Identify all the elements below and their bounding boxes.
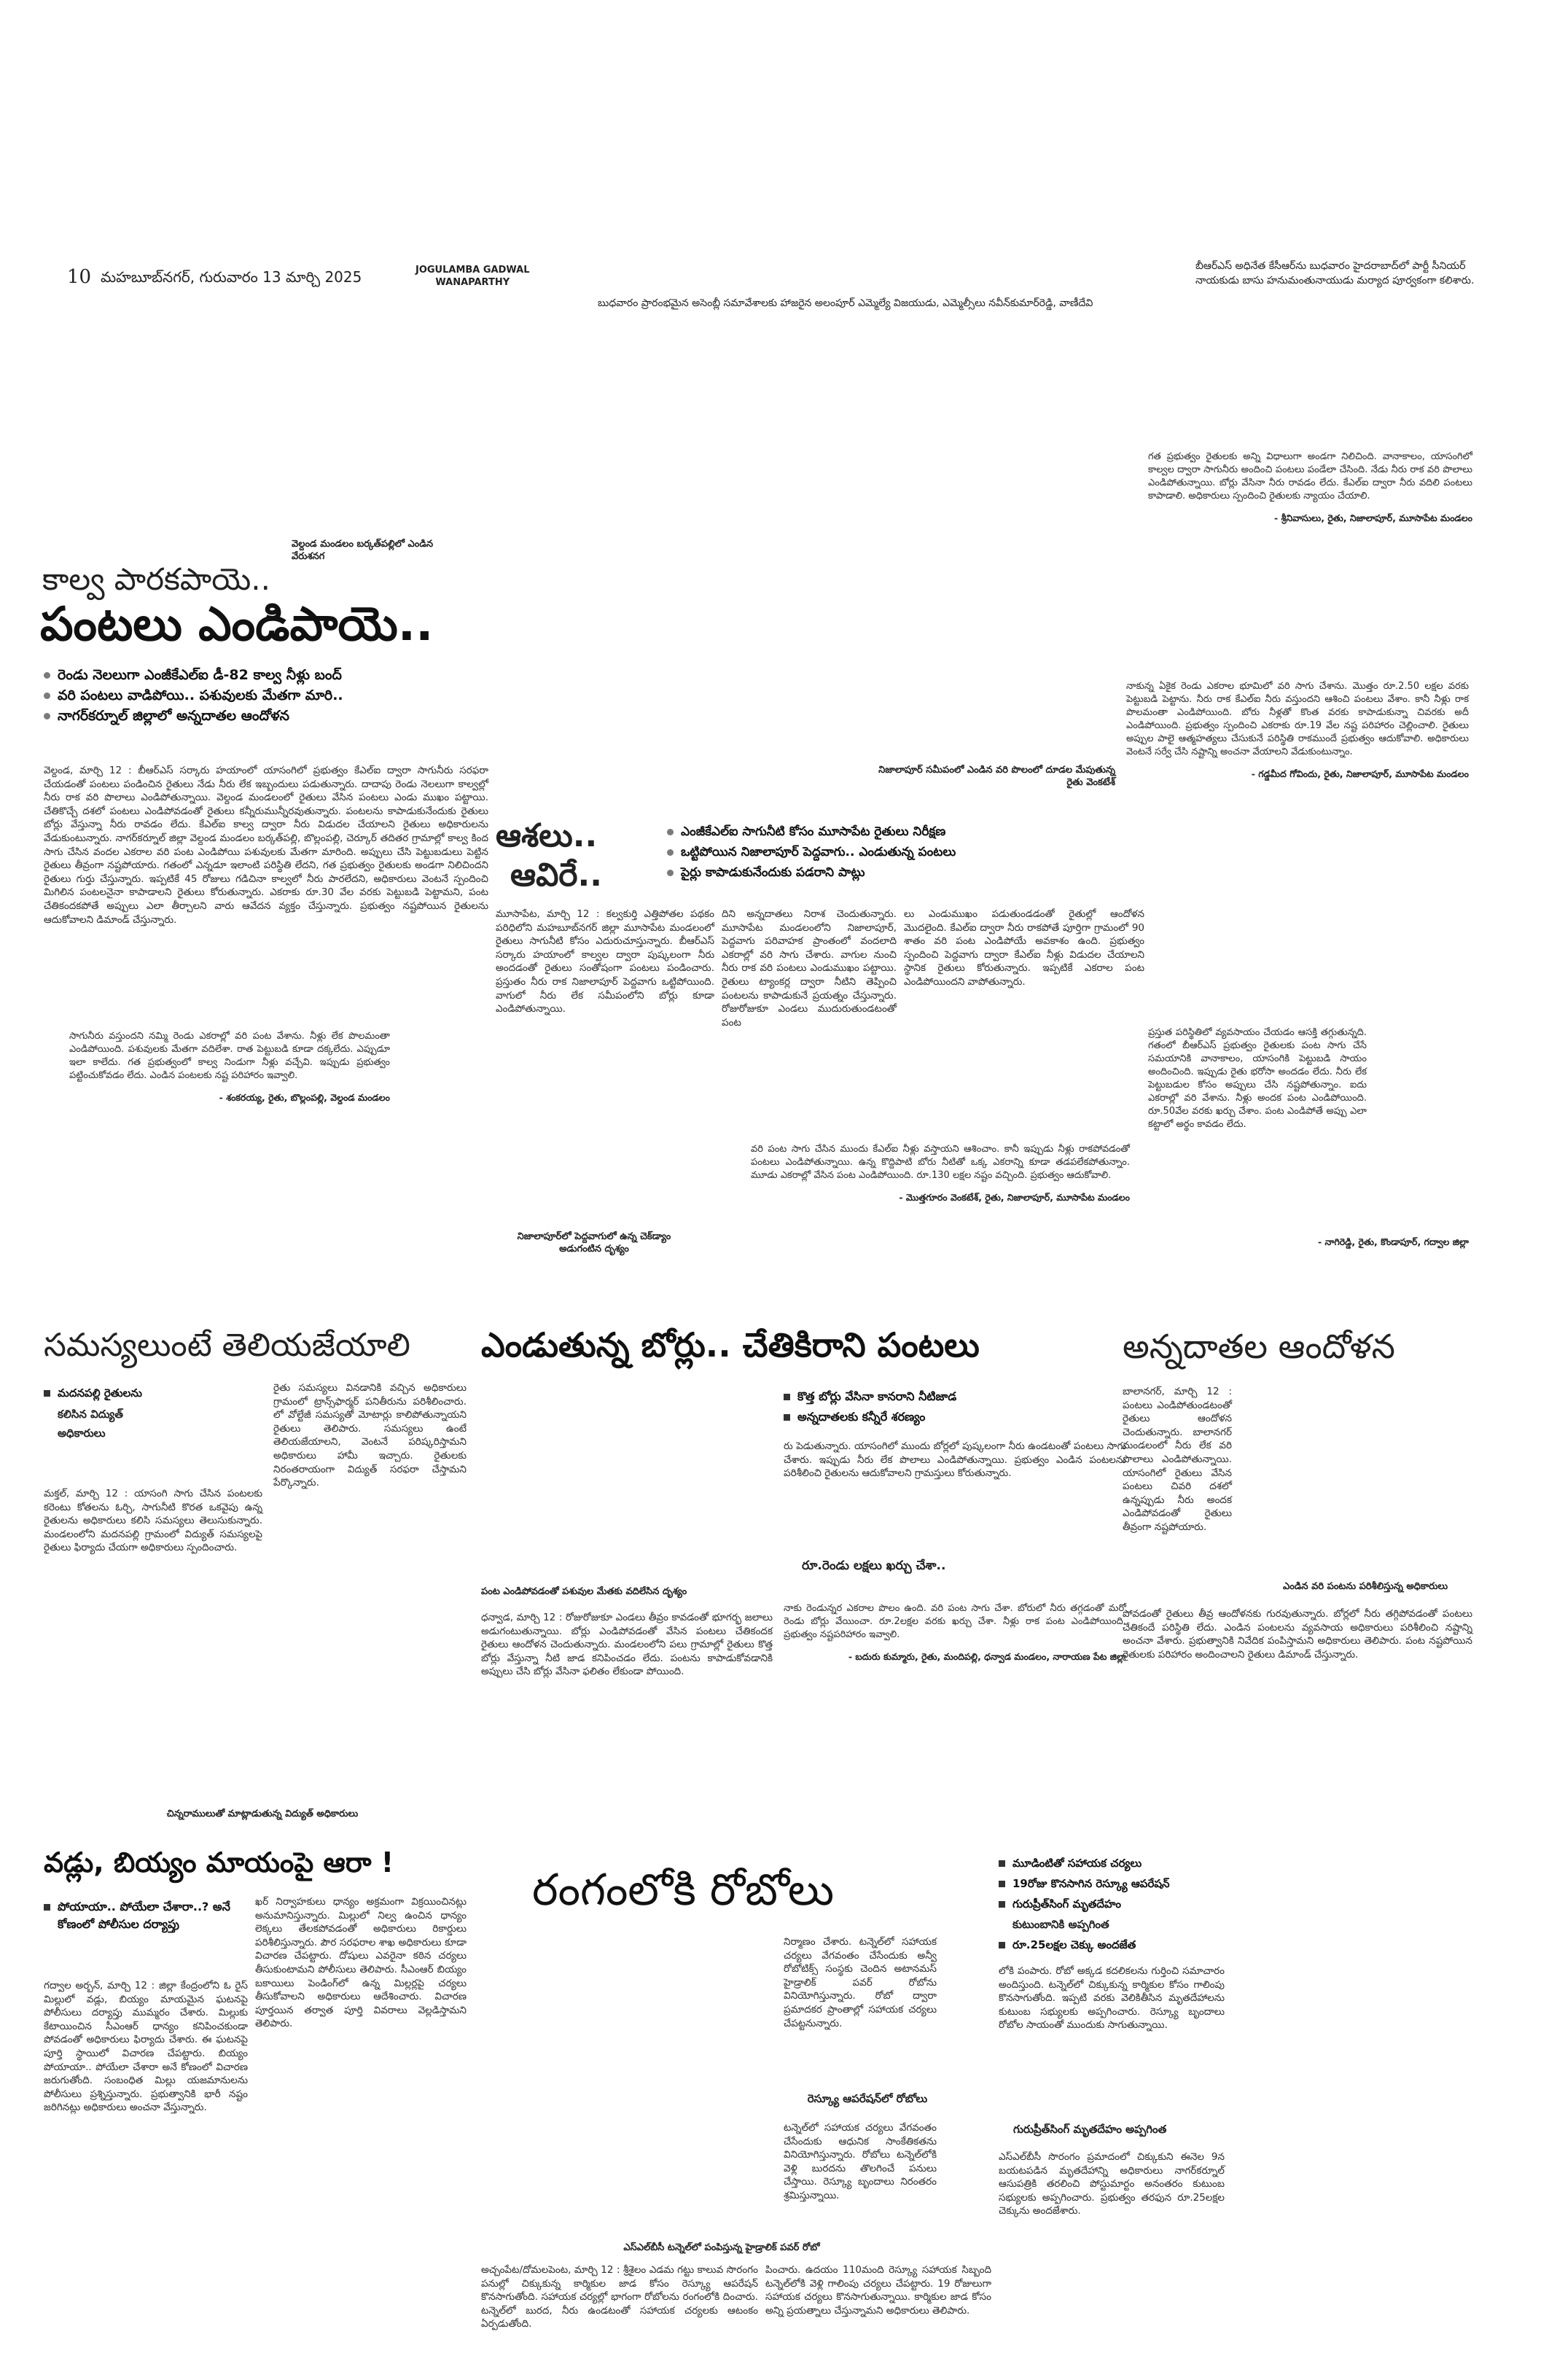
gurpreet-col2: ఎస్‌ఎల్‌బీసీ సొరంగం ప్రమాదంలో చిక్కుకుని ఈనెల 9న బయటపడిన మృతదేహాన్ని అధికారులు నాగర్‌కర్నూల్ ఆసుపత్రికి తరలించి పోస్టుమార్టం అనంతరం కుటుంబ సభ్యులకు అప్పగించారు. ప్రభుత్వం తరఫున రూ.25లక్షల చెక్కును అందజేశారు. xyxy=(999,2151,1225,2217)
power-col2: రైతు సమస్యలు వినడానికి వచ్చిన అధికారులు గ్రామంలో ట్రాన్స్‌ఫార్మర్ పనితీరును పరిశీలించారు. లో వోల్టేజీ సమస్యతో మోటార్లు కాలిపోతున్నాయని రైతులు తెలిపారు. సమస్యలు ఉంటే తెలియజేయాలని, వెంటనే పరిష్కరిస్తామని అధికారులు హామీ ఇచ్చారు. రైతులకు నిరంతరాయంగా విద్యుత్ సరఫరా చేస్తామని పేర్కొన్నారు. xyxy=(273,1382,467,1489)
robot-headline: రంగంలోకి రోబోలు xyxy=(532,1865,835,1916)
center-bullet: ఎంజీకేఎల్‌ఐ సాగునీటి కోసం మూసాపేట రైతులు నిరీక్షణ xyxy=(667,823,1119,840)
borewell-col2: రు పెడుతున్నారు. యాసంగిలో ముందు బోర్లలో పుష్కలంగా నీరు ఉండటంతో పంటలు సాగు చేశారు. ఇప్పుడు నీరు లేక పొలాలు ఎండిపోతున్నాయి. ప్రభుత్వం ఎండిన పంటలను పరిశీలించి రైతులను ఆదుకోవాలని గ్రామస్తులు కోరుతున్నారు. xyxy=(784,1440,1126,1480)
header-right-caption: బీఆర్‌ఎస్ అధినేత కేసీఆర్‌ను బుధవారం హైదరాబాద్‌లో పార్టీ సీనియర్ నాయకుడు బాసు హనుమంతునాయుడు మర్యాద పూర్వకంగా కలిశారు. xyxy=(1195,260,1475,286)
quote-top-right xyxy=(1148,441,1472,526)
gurpreet-bullet: 19రోజు కొనసాగిన రెస్క్యూ ఆపరేషన్ xyxy=(999,1875,1217,1892)
gurpreet-bullets: మూడింటితో సహాయక చర్యలు 19రోజు కొనసాగిన రెస్క్యూ ఆపరేషన్ గురుప్రీత్‌సింగ్ మృతదేహం కుటుంబానికి అప్పగింత రూ.25లక్షల చెక్కు అందజేత xyxy=(999,1852,1217,1956)
quote-text: వరి పంట సాగు చేసిన ముందు కేఎల్‌ఐ నీళ్లు వస్తాయని ఆశించాం. కానీ ఇప్పుడు నీళ్లు రాకపోవడంతో పంటలు ఎండిపోతున్నాయి. ఉన్న కొద్దిపాటి బోరు నీటితో ఒక్క ఎకరాన్ని కూడా తడపలేకపోతున్నాం. మూడు ఎకరాల్లో వేసిన పంట ఎండిపోయింది. రూ.130 లక్షల నష్టం వచ్చింది. ప్రభుత్వం ఆదుకోవాలి. xyxy=(751,1144,1130,1181)
main-headline: పంటలు ఎండిపాయె.. xyxy=(40,598,434,652)
rice-col1: గద్వాల అర్బన్, మార్చి 12 : జిల్లా కేంద్రంలోని ఓ రైస్ మిల్లులో వడ్లు, బియ్యం మాయమైన ఘటనపై పోలీసులు దర్యాప్తు ముమ్మరం చేశారు. మిల్లుకు కేటాయించిన సీఎంఆర్ ధాన్యం కనిపించకుండా పోవడంతో అధికారులు ఫిర్యాదు చేశారు. ఈ ఘటనపై పూర్తి స్థాయిలో విచారణ చేపట్టారు. బియ్యం పోయాయా.. పోయేలా చేశారా అనే కోణంలో విచారణ జరుగుతోంది. సంబంధిత మిల్లు యజమానులను పోలీసులు ప్రశ్నిస్తున్నారు. ప్రభుత్వానికి భారీ నష్టం జరిగినట్లు అధికారులు అంచనా వేస్తున్నారు. xyxy=(44,1980,248,2114)
center-photo-caption: నిజాలాపూర్ సమీపంలో ఎండిన వరి పొలంలో దూడల మేపుతున్న రైతు వెంకటేశ్ xyxy=(878,765,1115,788)
center-col3: లు ఎండుముఖం పడుతుండడంతో రైతుల్లో ఆందోళన మొదలైంది. కేఎల్‌ఐ ద్వారా నీరు రాకపోతే పూర్తిగా గ్రామంలో 90 శాతం వరి పంట ఎండిపోయే అవకాశం ఉంది. ప్రభుత్వం స్పందించి పెద్దవాగు ద్వారా కేఎల్‌ఐ నీళ్లు విడుదల చేయాలని స్థానిక రైతులు కోరుతున్నారు. ఇప్పటికే ఎకరాల పంట ఎండిపోయిందని వాపోతున్నారు. xyxy=(904,908,1144,988)
edition-label: JOGULAMBA GADWAL WANAPARTHY xyxy=(415,265,530,288)
dateline: మహబూబ్‌నగర్, గురువారం 13 మార్చి 2025 xyxy=(101,268,362,286)
farmers-col1: బాలానగర్, మార్చి 12 : పంటలు ఎండిపోతుండటంతో రైతులు ఆందోళన చెందుతున్నారు. బాలానగర్ మండలంలో నీరు లేక వరి పొలాలు ఎండిపోతున్నాయి. యాసంగిలో రైతులు వేసిన పంటలు చివరి దశలో ఉన్నప్పుడు నీరు అందక ఎండిపోవడంతో రైతులు తీవ్రంగా నష్టపోయారు. xyxy=(1123,1386,1232,1533)
quote-credit: - బదురు కుమ్మారు, రైతు, మందిపల్లి, ధన్వాడ మండలం, నారాయణ పేట జిల్లా xyxy=(848,1651,1126,1662)
robot-subhead: రెస్క్యూ ఆపరేషన్‌లో రోబోలు xyxy=(807,2092,928,2105)
rice-bullets xyxy=(44,1895,248,1936)
power-photo-caption: చిన్నరాములుతో మాట్లాడుతున్న విద్యుత్ అధికారులు xyxy=(166,1809,359,1819)
robot-col2: నిర్మాణం చేశారు. టన్నెల్‌లో సహాయక చర్యలు వేగవంతం చేసేందుకు అన్వీ రోబోటిక్స్ సంస్థకు చెందిన అటానమస్ హైడ్రాలిక్ పవర్ రోబోను వినియోగిస్తున్నారు. రోబో ద్వారా ప్రమాదకర ప్రాంతాల్లో సహాయక చర్యలు చేపట్టనున్నారు. xyxy=(784,1936,937,2029)
robot-col1: అచ్చంపేట/దోమలపెంట, మార్చి 12 : శ్రీశైలం ఎడమ గట్టు కాలువ సొరంగం పనుల్లో చిక్కుకున్న కార్మికుల జాడ కోసం రెస్క్యూ ఆపరేషన్ కొనసాగుతోంది. సహాయక చర్యల్లో భాగంగా రోబోలను రంగంలోకి దించారు. టన్నెల్‌లో బురద, నీరు ఉండటంతో సహాయక చర్యలకు ఆటంకం ఏర్పడుతోంది. xyxy=(481,2264,758,2330)
main-bullet: రెండు నెలలుగా ఎంజీకేఎల్‌ఐ డీ-82 కాల్వ నీళ్లు బంద్ xyxy=(44,666,496,684)
rice-bullet: పోయాయా.. పోయేలా చేశారా..? అనే కోణంలో పోలీసుల దర్యాప్తు xyxy=(44,1898,248,1933)
gurpreet-col: లోకి పంపారు. రోబో అక్కడ కదలికలను గుర్తించి సమాచారం అందిస్తుంది. టన్నెల్‌లో చిక్కుకున్న కార్మికుల కోసం గాలింపు కొనసాగుతోంది. ఇప్పటి వరకు వెలికితీసిన మృతదేహాలను కుటుంబ సభ్యులకు అప్పగించారు. రెస్క్యూ బృందాలు రోబోల సాయంతో ముందుకు సాగుతున్నాయి. xyxy=(999,1965,1225,2032)
quote-text: సాగునీరు వస్తుందని నమ్మి రెండు ఎకరాల్లో వరి పంట వేశాను. నీళ్లు లేక పొలమంతా ఎండిపోయింది. పశువులకు మేతగా వదిలేశా. రాత పెట్టుబడి కూడా దక్కలేదు. ఎప్పుడూ ఇలా కాలేదు. గత ప్రభుత్వంలో కాల్వ నిండుగా నీళ్లు వచ్చేవి. ఇప్పుడు ప్రభుత్వం పట్టించుకోవడం లేదు. ఎండిన పంటలకు నష్ట పరిహారం ఇవ్వాలి. xyxy=(69,1031,390,1081)
main-bullets xyxy=(44,663,496,727)
power-bullets: మదనపల్లి రైతులను కలిసిన విద్యుత్ అధికారులు xyxy=(44,1381,262,1443)
gurpreet-bullet: గురుప్రీత్‌సింగ్ మృతదేహం xyxy=(999,1895,1217,1913)
center-bullets xyxy=(667,820,1119,884)
header-photo-caption: బుధవారం ప్రారంభమైన అసెంబ్లీ సమావేశాలకు హాజరైన అలంపూర్ ఎమ్మెల్యే విజయుడు, ఎమ్మెల్సీలు నవీన్‌కుమార్‌రెడ్డి, వాణీదేవి xyxy=(598,297,1093,309)
gurpreet-bullet: రూ.25లక్షల చెక్కు అందజేత xyxy=(999,1936,1217,1954)
quote-credit: - గడ్డమీద గోవిందు, రైతు, నిజాలాపూర్, మూసాపేట మండలం xyxy=(1251,768,1469,779)
quote-lower-right xyxy=(1148,1017,1367,1141)
page-number: 10 xyxy=(67,266,92,288)
power-headline: సమస్యలుంటే తెలియజేయాలి xyxy=(44,1327,410,1364)
borewell-bullet: కొత్త బోర్లు వేసినా కానరాని నీటిజాడ xyxy=(784,1388,1126,1405)
center-bullet: పైర్లు కాపాడుకునేందుకు పడరాని పాట్లు xyxy=(667,864,1119,881)
quote-credit: - శ్రీనివాసులు, రైతు, నిజాలాపూర్, మూసాపేట మండలం xyxy=(1274,512,1472,523)
borewell-headline: ఎండుతున్న బోర్లు.. చేతికిరాని పంటలు xyxy=(481,1325,980,1365)
robot-photo-caption: ఎస్‌ఎల్‌బీసీ టన్నెల్‌లో పంపిస్తున్న హైడ్రాలిక్ పవర్ రోబో xyxy=(623,2242,820,2253)
borewell-quote xyxy=(784,1593,1126,1665)
borewell-col1: ధన్వాడ, మార్చి 12 : రోజురోజుకూ ఎండలు తీవ్రం కావడంతో భూగర్భ జలాలు అడుగంటుతున్నాయి. బోర్లు ఎండిపోవడంతో వేసిన పంటలు చేతికందక రైతులు ఆందోళన చెందుతున్నారు. మండలంలోని పలు గ్రామాల్లో రైతులు కొత్త బోర్లు వేస్తున్నా నీటి జాడ కనిపించడం లేదు. పంటను కాపాడుకోవడానికి అప్పులు చేసి బోర్లు వేసినా ఫలితం లేకుండా పోయింది. xyxy=(481,1612,773,1678)
quote-mid-right xyxy=(1126,671,1469,782)
borewell-bullet: అన్నదాతలకు కన్నీరే శరణ్యం xyxy=(784,1408,1126,1426)
center-kicker: ఆశలు.. ఆవిరే.. xyxy=(496,817,602,894)
center-quote xyxy=(751,1134,1130,1206)
center-bullet: ఒట్టిపోయిన నిజాలాపూర్ పెద్దవాగు.. ఎండుతున్న పంటలు xyxy=(667,843,1119,861)
borewell-bullets xyxy=(784,1385,1126,1429)
center-photo2-caption: నిజాలాపూర్‌లో పెద్దవాగులో ఉన్న చెక్‌డ్యాం అడుగంటిన దృశ్యం xyxy=(517,1231,671,1255)
quote-text: ప్రస్తుత పరిస్థితిలో వ్యవసాయం చేయడం ఆసక్తి తగ్గుతున్నది. గతంలో బీఆర్‌ఎస్ ప్రభుత్వం రైతులకు పంట సాగు చేసే సమయానికి వానాకాలం, యాసంగికి పెట్టుబడి సాయం అందించింది. ఇప్పుడు రైతు భరోసా అందడం లేదు. నీరు లేక పెట్టుబడుల కోసం అప్పులు చేసి నష్టపోతున్నాం. ఐదు ఎకరాల్లో వరి వేశాను. నీళ్లు అందక పంట ఎండిపోయింది. రూ.50వేల వరకు ఖర్చు చేశాం. పంట ఎండిపోతే అప్పు ఎలా కట్టాలో అర్థం కావడం లేదు. xyxy=(1148,1027,1367,1130)
quote-text: గత ప్రభుత్వం రైతులకు అన్ని విధాలుగా అండగా నిలిచింది. వానాకాలం, యాసంగిలో కాల్వల ద్వారా సాగునీరు అందించి పంటలు పండేలా చేసింది. నేడు నీరు రాక వరి పొలాలు ఎండిపోతున్నాయి. బోర్లు వేసినా నీరు రావడం లేదు. కేఎల్‌ఐ ద్వారా నీరు వదిలి పంటలు కాపాడాలి. అధికారులు స్పందించి రైతులకు న్యాయం చేయాలి. xyxy=(1148,451,1472,502)
quote-left xyxy=(69,1021,390,1106)
center-col1: మూసాపేట, మార్చి 12 : కల్వకుర్తి ఎత్తిపోతల పథకం పరిధిలోని మహబూబ్‌నగర్ జిల్లా మూసాపేట మండలంలో రైతులు సాగునీటి కోసం ఎదురుచూస్తున్నారు. బీఆర్‌ఎస్ సర్కారు హయాంలో కాల్వల ద్వారా పుష్కలంగా నీరు అందడంతో రైతులు సంతోషంగా పంటలు పండించారు. ప్రస్తుతం నీరు రాక నిజాలాపూర్ పెద్దవాగు ఒట్టిపోయింది. వాగులో నీరు లేక సమీపంలోని బోర్లు కూడా ఎండిపోతున్నాయి. xyxy=(496,908,714,1015)
quote-lower-right-credit: - నాగిరెడ్డి, రైతు, కొండాపూర్, గద్వాల జిల్లా xyxy=(1317,1236,1469,1247)
gurpreet-subhead: గురుప్రీత్‌సింగ్ మృతదేహం అప్పగింత xyxy=(1013,2123,1167,2136)
farmers-photo-caption: ఎండిన వరి పంటను పరిశీలిస్తున్న అధికారులు xyxy=(1283,1581,1448,1592)
robot-col4: పించారు. ఉదయం 110మంది రెస్క్యూ సహాయక సిబ్బంది టన్నెల్‌లోకి వెళ్లి గాలింపు చర్యలు చేపట్టారు. 19 రోజులుగా సహాయక చర్యలు కొనసాగుతున్నాయి. కార్మికుల జాడ కోసం అన్ని ప్రయత్నాలు చేస్తున్నామని అధికారులు తెలిపారు. xyxy=(765,2264,991,2317)
main-body: వెల్దండ, మార్చి 12 : బీఆర్‌ఎస్ సర్కారు హయాంలో యాసంగిలో ప్రభుత్వం కేఎల్‌ఐ ద్వారా సాగునీరు సరఫరా చేయడంతో పంటలు పండించిన రైతులు నేడు నీరు లేక ఇబ్బందులు పడుతున్నారు. దాదాపు రెండు నెలలుగా కాల్వల్లో నీరు రాక వరి పొలాలు ఎండిపోతున్నాయి. వెల్దండ మండలంలో రైతులు వేసిన పంటలు ఎండు ముఖం పట్టాయి. చేతికొచ్చే దశలో పంటలు ఎండిపోవడంతో రైతులు కన్నీరుమున్నీరవుతున్నారు. పంటలను కాపాడుకునేందుకు రైతులు బోర్లు వేస్తున్నా నీరు రావడం లేదు. కేఎల్‌ఐ కాల్వ ద్వారా నీరు విడుదల చేయాలని రైతులు అధికారులను వేడుకుంటున్నారు. నాగర్‌కర్నూల్ జిల్లా వెల్దండ మండలం బర్కత్‌పల్లి, బొల్లంపల్లి, చెర్కూర్ తదితర గ్రామాల్లో కాల్వ కింద సాగు చేసిన వందల ఎకరాల వరి పంట ఎండిపోయి పశువులకు మేతగా మారింది. అప్పులు చేసి పెట్టుబడులు పెట్టిన రైతులు తీవ్రంగా నష్టపోయారు. గతంలో ఎన్నడూ ఇలాంటి పరిస్థితి లేదని, గత ప్రభుత్వం రైతులకు అండగా నిలిచిందని రైతులు గుర్తు చేస్తున్నారు. ఇప్పటికే 45 రోజులు గడిచినా కాల్వలో నీరు పారలేదని, అధికారులు వెంటనే స్పందించి మిగిలిన పంటలనైనా కాపాడాలని రైతులు కోరుతున్నారు. ఎకరాకు రూ.30 వేల వరకు పెట్టుబడి పెట్టామని, పంట చేతికందకపోతే అప్పులు ఎలా తీర్చాలని వారు ఆవేదన వ్యక్తం చేస్తున్నారు. ప్రభుత్వం నష్టపోయిన రైతులను ఆదుకోవాలని డిమాండ్ చేస్తున్నారు. xyxy=(44,765,488,926)
borewell-subhead: రూ.రెండు లక్షలు ఖర్చు చేశా.. xyxy=(802,1558,946,1573)
farmers-col2: పోవడంతో రైతులు తీవ్ర ఆందోళనకు గురవుతున్నారు. బోర్లలో నీరు తగ్గిపోవడంతో పంటలు చేతికందే పరిస్థితి లేదు. ఎండిన పంటలను వ్యవసాయ అధికారులు పరిశీలించి నష్టాన్ని అంచనా వేశారు. ప్రభుత్వానికి నివేదిక పంపిస్తామని అధికారులు తెలిపారు. పంట నష్టపోయిన రైతులకు పరిహారం అందించాలని రైతులు డిమాండ్ చేస్తున్నారు. xyxy=(1123,1608,1472,1661)
farmers-headline: అన్నదాతల ఆందోళన xyxy=(1123,1327,1395,1366)
quote-text: నాకు రెండున్నర ఎకరాల పొలం ఉంది. వరి పంట సాగు చేశా. బోరులో నీరు తగ్గడంతో మరో రెండు బోర్లు వేయించా. రూ.2లక్షల వరకు ఖర్చు చేశా. నీళ్లు రాక పంట ఎండిపోయింది. ప్రభుత్వం నష్టపరిహారం ఇవ్వాలి. xyxy=(784,1603,1126,1640)
main-photo-caption: వెల్దండ మండలం బర్కత్‌పల్లిలో ఎండిన వేరుశనగ xyxy=(292,539,434,562)
rice-col2: ఖర్ నిర్వాహకులు ధాన్యం అక్రమంగా విక్రయించినట్లు అనుమానిస్తున్నారు. మిల్లులో నిల్వ ఉంచిన ధాన్యం లెక్కలు తేలకపోవడంతో అధికారులు రికార్డులు పరిశీలిస్తున్నారు. పౌర సరఫరాల శాఖ అధికారులు కూడా విచారణ చేపట్టారు. దోషులు ఎవరైనా కఠిన చర్యలు తీసుకుంటామని పోలీసులు తెలిపారు. సీఎంఆర్ బియ్యం బకాయిలు పెండింగ్‌లో ఉన్న మిల్లర్లపై చర్యలు తీసుకోవాలని అధికారులు ఆదేశించారు. విచారణ పూర్తయిన తర్వాత పూర్తి వివరాలు వెల్లడిస్తామని తెలిపారు. xyxy=(255,1896,467,2030)
quote-text: నాకున్న ఏకైక రెండు ఎకరాల భూమిలో వరి సాగు చేశాను. మొత్తం రూ.2.50 లక్షల వరకు పెట్టుబడి పెట్టాను. నీరు రాక కేఎల్‌ఐ నీరు వస్తుందని ఆశించి పంటలు వేశాం. కానీ నీళ్లు రాక పొలమంతా ఎండిపోయింది. బోరు నీళ్లతో కొంత వరకు కాపాడుకున్నా చివరకు అదీ ఎండిపోయింది. ప్రభుత్వం స్పందించి ఎకరాకు రూ.19 వేల నష్ట పరిహారం చెల్లించాలి. రైతులు అప్పుల పాలై ఆత్మహత్యలు చేసుకునే పరిస్థితి రాకముందే ప్రభుత్వం ఆదుకోవాలి. అధికారులు వెంటనే సర్వే చేసి నష్టాన్ని అంచనా వేయాలని వేడుకుంటున్నాం. xyxy=(1126,681,1469,757)
main-bullet: వరి పంటలు వాడిపోయి.. పశువులకు మేతగా మారి.. xyxy=(44,687,496,704)
main-bullet: నాగర్‌కర్నూల్ జిల్లాలో అన్నదాతల ఆందోళన xyxy=(44,707,496,725)
gurpreet-bullet: మూడింటితో సహాయక చర్యలు xyxy=(999,1854,1217,1872)
quote-credit: - మొత్తగూరం వెంకటేశ్, రైతు, నిజాలాపూర్, మూసాపేట మండలం xyxy=(899,1192,1130,1203)
quote-credit: - శంకరయ్య, రైతు, బొల్లంపల్లి, వెల్దండ మండలం xyxy=(219,1092,390,1103)
main-kicker: కాల్వ పారకపాయె.. xyxy=(42,561,270,597)
borewell-photo-caption: పంట ఎండిపోవడంతో పశువుల మేతకు వదిలేసిన దృశ్యం xyxy=(481,1586,687,1597)
power-bullet: మదనపల్లి రైతులను xyxy=(44,1384,262,1402)
rice-headline: వడ్లు, బియ్యం మాయంపై ఆరా ! xyxy=(44,1846,394,1878)
center-col2: దిని అన్నదాతలు నిరాశ చెందుతున్నారు. మూసాపేట మండలంలోని నిజాలాపూర్, పెద్దవాగు పరివాహక ప్రాంతంలో వందలాది ఎకరాల్లో వరి సాగు చేశారు. వాగుల నుంచి నీరు రాక వరి పంటలు ఎండుముఖం పట్టాయి. రైతులు ట్యాంకర్ల ద్వారా నీటిని తెప్పించి పంటలను కాపాడుకునే ప్రయత్నం చేస్తున్నారు. రోజురోజుకూ ఎండలు ముదురుతుండటంతో పంట xyxy=(722,908,897,1029)
robot-col3: టన్నెల్‌లో సహాయక చర్యలు వేగవంతం చేసేందుకు ఆధునిక సాంకేతికతను వినియోగిస్తున్నారు. రోబోలు టన్నెల్‌లోకి వెళ్లి బురదను తొలగించే పనులు చేస్తాయి. రెస్క్యూ బృందాలు నిరంతరం శ్రమిస్తున్నాయి. xyxy=(784,2122,937,2201)
power-col1: మక్తల్, మార్చి 12 : యాసంగి సాగు చేసిన పంటలకు కరెంటు కోతలను ఓర్చి, సాగునీటి కొరత ఒకవైపు ఉన్న రైతులను అధికారులు కలిసి సమస్యలు తెలుసుకున్నారు. మండలంలోని మదనపల్లి గ్రామంలో విద్యుత్ సమస్యలపై రైతులు ఫిర్యాదు చేయగా అధికారులు స్పందించారు. xyxy=(44,1488,262,1554)
